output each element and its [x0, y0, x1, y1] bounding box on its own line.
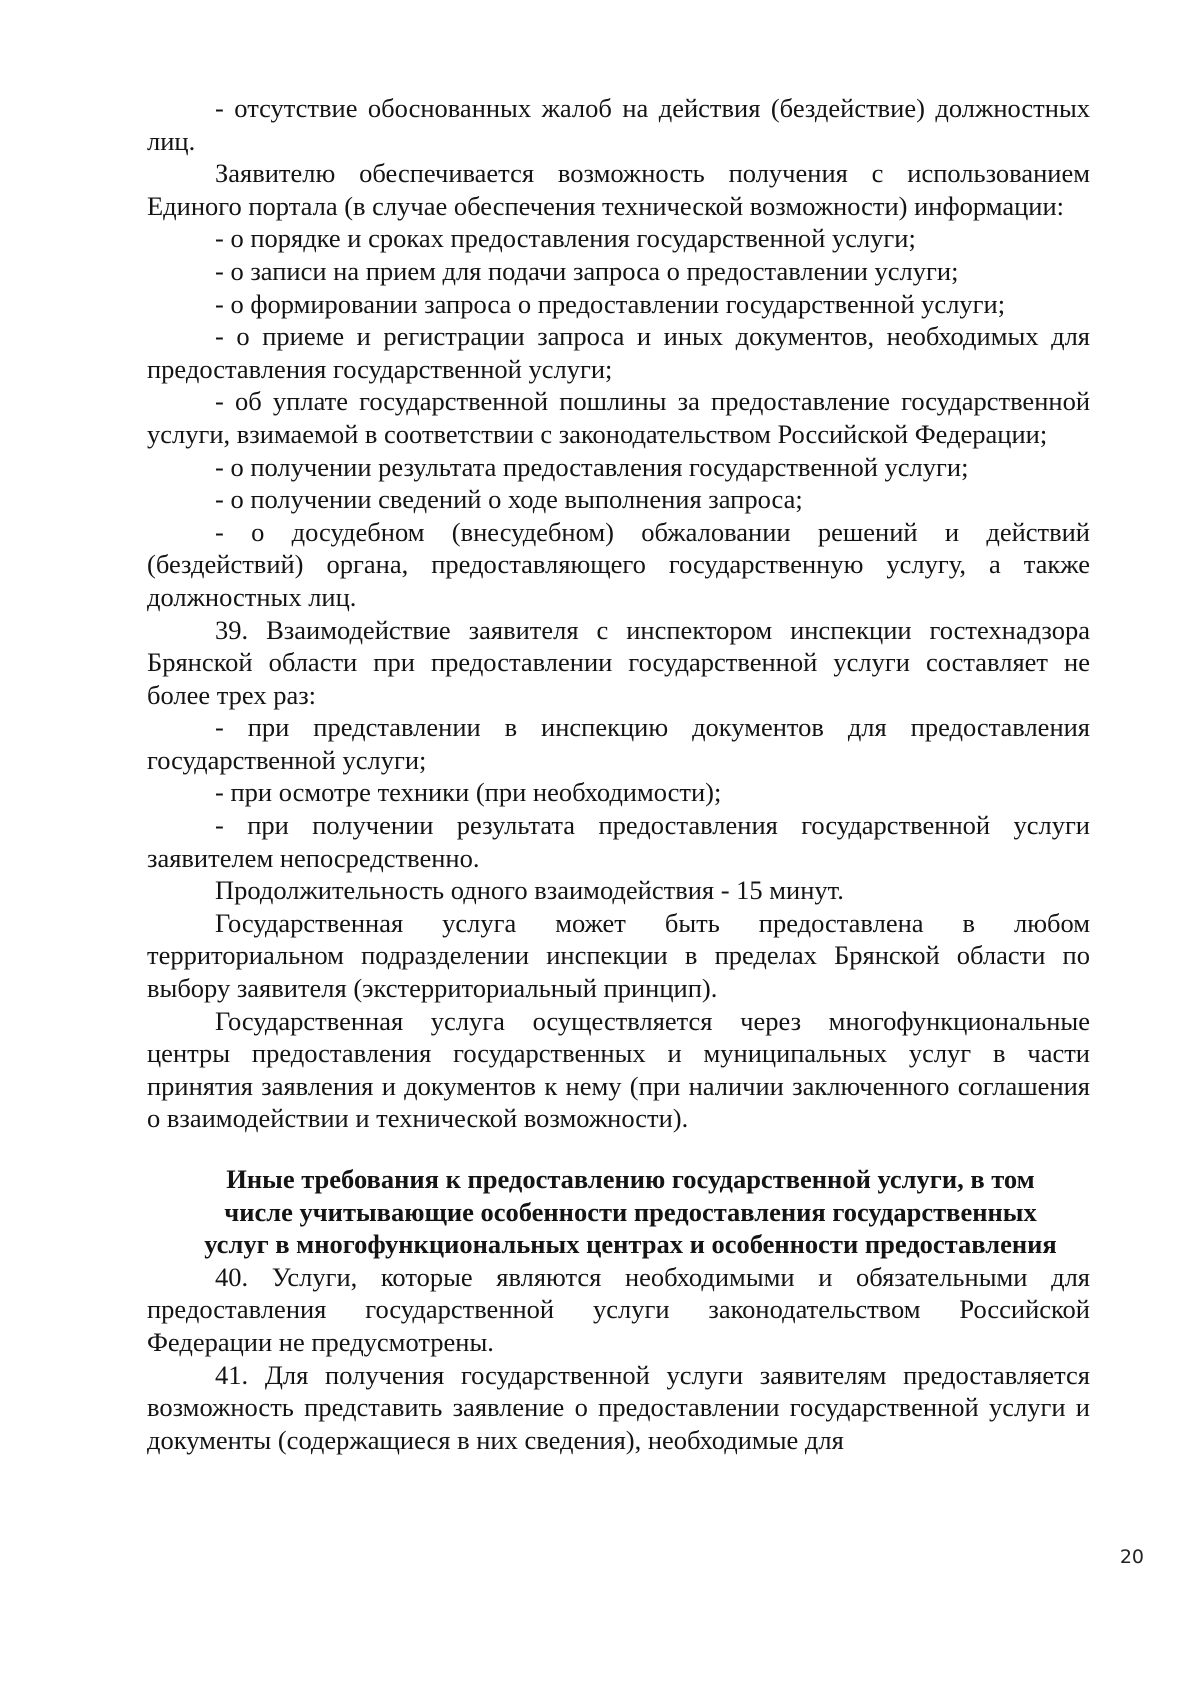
paragraph-interaction-duration: Продолжительность одного взаимодействия - 15 минут. — [215, 875, 844, 906]
list-item-result-receipt: - при получении результата предоставления государственной услуги заявителем непосредственно. — [147, 810, 1090, 873]
paragraph-40: 40. Услуги, которые являются необходимыми и обязательными для предоставления государственной услуги законодательством Российской Федерации не предусмотрены. — [147, 1261, 1090, 1357]
list-item-appeal: - о досудебном (внесудебном) обжаловании решений и действий (бездействий) органа, предоставляющего государственную услугу, а также должностных лиц. — [147, 516, 1090, 612]
paragraph-39-interaction: 39. Взаимодействие заявителя с инспектором инспекции гостехнадзора Брянской области при предоставлении государственной услуги составляет не более трех раз: — [147, 614, 1090, 710]
paragraph-extraterritorial: Государственная услуга может быть предоставлена в любом территориальном подразделении инспекции в пределах Брянской области по выбору заявителя (экстерриториальный принцип). — [147, 907, 1090, 1004]
section-heading-line-2: числе учитывающие особенности предоставления государственных — [224, 1196, 1037, 1227]
paragraph-portal-information: Заявителю обеспечивается возможность получения с использованием Единого портала (в случае обеспечения технической возможности) информации: — [147, 158, 1090, 221]
paragraph-41: 41. Для получения государственной услуги заявителям предоставляется возможность представить заявление о предоставлении государственной услуги и документы (содержащиеся в них сведения), необходимые для — [147, 1359, 1090, 1455]
paragraph-mfc: Государственная услуга осуществляется через многофункциональные центры предоставления государственных и муниципальных услуг в части принятия заявления и документов к нему (при наличии заключенного соглашения о взаимодействии и технической возможности). — [147, 1005, 1090, 1134]
list-item-procedure-terms: - о порядке и сроках предоставления государственной услуги; — [215, 223, 916, 254]
list-item-result: - о получении результата предоставления государственной услуги; — [215, 451, 969, 482]
list-item-submission: - при представлении в инспекцию документов для предоставления государственной услуги; — [147, 712, 1090, 775]
section-heading-line-3: услуг в многофункциональных центрах и особенности предоставления — [204, 1229, 1057, 1260]
list-item-inspection: - при осмотре техники (при необходимости); — [215, 777, 722, 808]
section-spacer — [147, 1135, 1090, 1163]
list-item-request-status: - о получении сведений о ходе выполнения запроса; — [215, 484, 803, 515]
section-heading — [147, 1163, 1090, 1261]
list-item-state-fee: - об уплате государственной пошлины за предоставление государственной услуги, взимаемой в соответствии с законодательством Российской Федерации; — [147, 386, 1090, 449]
document-page — [147, 92, 1090, 1456]
list-item-appointment: - о записи на прием для подачи запроса о предоставлении услуги; — [215, 255, 959, 286]
list-item-request-registration: - о приеме и регистрации запроса и иных документов, необходимых для предоставления государственной услуги; — [147, 321, 1090, 384]
paragraph-absence-of-complaints: - отсутствие обоснованных жалоб на действия (бездействие) должностных лиц. — [147, 93, 1090, 156]
page-number: 20 — [1119, 1546, 1144, 1568]
list-item-request-forming: - о формировании запроса о предоставлении государственной услуги; — [215, 288, 1006, 319]
section-heading-line-1: Иные требования к предоставлению государственной услуги, в том — [226, 1164, 1035, 1194]
